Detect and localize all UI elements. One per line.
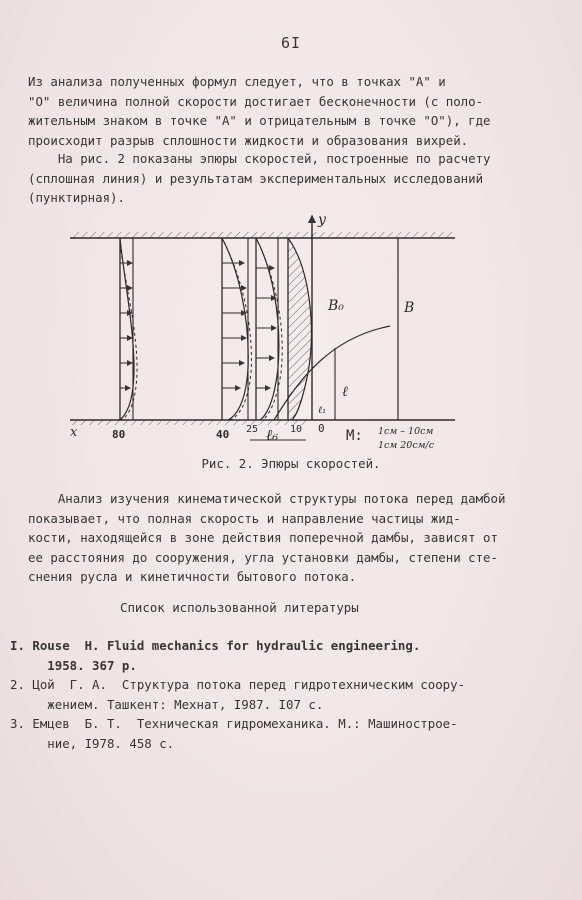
- tick-0: 0: [318, 422, 325, 435]
- tick-10: 10: [290, 424, 303, 435]
- top-boundary-hatch: [70, 232, 455, 238]
- y-axis-label: y: [318, 212, 326, 228]
- velocity-profile-10: [288, 238, 311, 420]
- reference-2: 2. Цой Г. А. Структура потока перед гидротехническим соору- жением. Ташкент: Мехнат, I987. I07 с.: [10, 677, 466, 712]
- label-b0: B₀: [328, 298, 344, 314]
- paragraph-2: На рис. 2 показаны эпюры скоростей, построенные по расчету (сплошная линия) и результатам экспериментальных исследований (пунктирная).: [28, 151, 491, 206]
- label-l: ℓ: [342, 384, 348, 400]
- label-small-l: ℓ₁: [318, 405, 327, 416]
- paragraph-1: Из анализа полученных формул следует, что в точках "А" и "О" величина полной скорости достигает бесконечности (с поло- жительным знаком в точке "А" и отрицательным в точке "О"), где происходит разрыв сплошности жидкости и образования вихрей.: [28, 74, 491, 148]
- velocity-diagram: [60, 208, 480, 456]
- paragraph-3: Анализ изучения кинематической структуры потока перед дамбой показывает, что полная скорость и направление частицы жид- кости, находящейся в зоне действия поперечной дамбы, зависят от ее расстояния до сооружения, угла установки дамбы, степени сте- снения русла и кинетичности бытового потока.: [28, 491, 506, 585]
- label-b: B: [404, 300, 415, 316]
- x-axis-label: x: [70, 425, 78, 440]
- tick-25: 25: [246, 424, 259, 435]
- references-heading: Список использованной литературы: [120, 600, 359, 615]
- tick-40: 40: [216, 428, 230, 441]
- figure-caption: Рис. 2. Эпюры скоростей.: [201, 456, 381, 471]
- page-number: 6I: [280, 34, 302, 52]
- label-lb: ℓ₆: [266, 426, 279, 444]
- scale-m-label: M:: [346, 428, 363, 444]
- bottom-boundary-hatch: [70, 420, 310, 425]
- velocity-profile-25: [256, 238, 282, 420]
- tick-80: 80: [112, 428, 126, 441]
- scale-velocity: 1см 20см/с: [378, 440, 435, 451]
- reference-1: I. Rouse H. Fluid mechanics for hydraulic engineering. 1958. 367 p.: [10, 638, 421, 673]
- velocity-profile-80: [120, 238, 137, 420]
- velocity-profile-40: [222, 238, 251, 420]
- velocity-diagram-figure: [60, 208, 480, 456]
- scale-length: 1см – 10см: [378, 426, 434, 437]
- reference-3: 3. Емцев Б. Т. Техническая гидромеханика. М.: Машинострое- ние, I978. 458 с.: [10, 716, 458, 751]
